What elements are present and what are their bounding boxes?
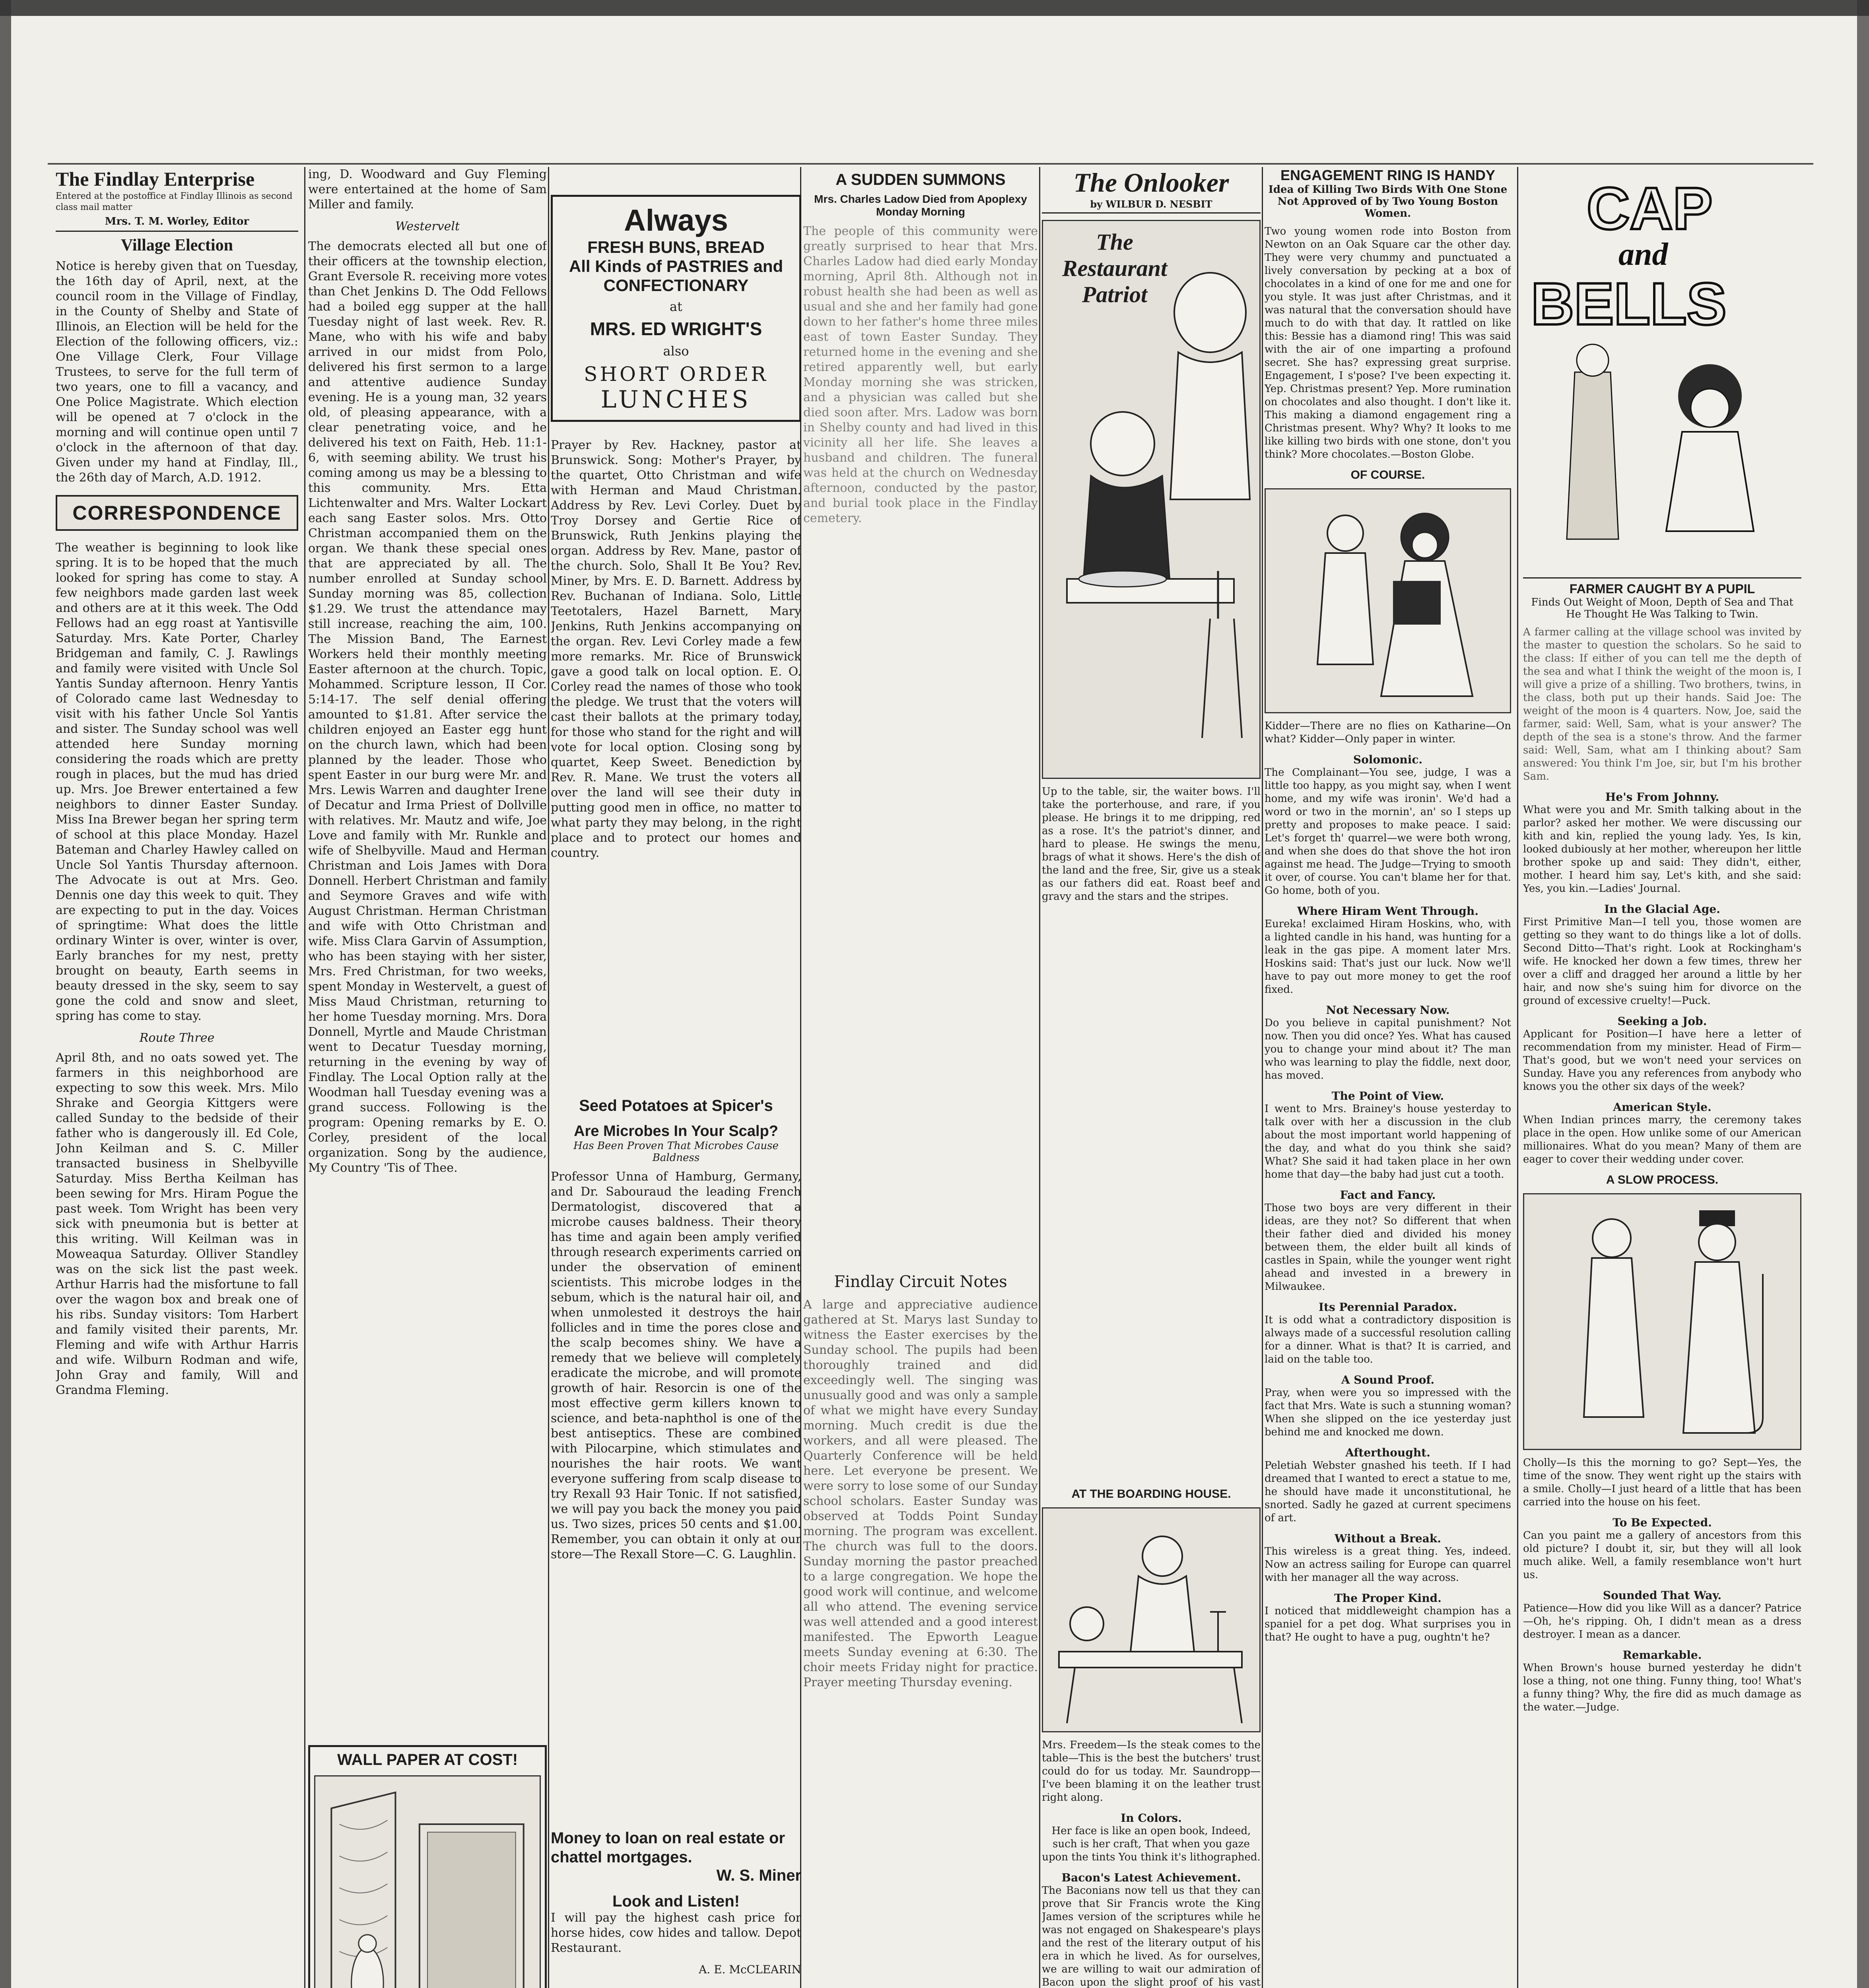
correspondence-heading: CORRESPONDENCE	[72, 502, 282, 524]
two-men-drawing	[1524, 1194, 1800, 1449]
village-election-body: Notice is hereby given that on Tuesday, the 16th day of April, next, at the council room in the Village of Findlay, in the County of Shelby and State of Illinois, an Election will be held for the Election of the following officers, viz.: One Village Clerk, Four Village Trustees, to serve for the full term of two years, one to fill a vacancy, and One Police Magistrate. Which election will be opened at 7 o'clock in the morning and will continue open until 7 o'clock in the afternoon of that day. Given under my hand at Findlay, Ill., the 26th day of March, A.D. 1912.	[56, 259, 298, 485]
sound-proof-body: Pray, when were you so impressed with the fact that Mrs. Wate is such a stunning woman? When she slipped on the ice yesterday just behind me and knocked me down.	[1265, 1387, 1511, 1438]
money-ad: Money to loan on real estate or chattel mortgages.	[551, 1829, 785, 1866]
right-edge-smudge	[1857, 0, 1869, 1988]
colors-body: Her face is like an open book, Indeed, such is her craft, That when you gaze upon the tints You think it's lithographed.	[1042, 1825, 1261, 1863]
slow-process-illustration	[1523, 1193, 1801, 1450]
masthead	[56, 167, 298, 232]
microbes-heading: Are Microbes In Your Scalp?	[574, 1123, 778, 1140]
bakery-always: Always	[624, 204, 728, 237]
not-necessary-body: Do you believe in capital punishment? Not now. Then you did once? Yes. What has caused you to change your mind about it? The man who was learning to play the fiddle, next door, has moved.	[1265, 1017, 1511, 1081]
column-7	[1523, 167, 1801, 1988]
column-rule	[548, 167, 549, 1988]
glacial-body: First Primitive Man—I tell you, those women are getting so they want to do things like a lot of dolls. Second Ditto—That's right. Look at Rockingham's wife. He knocked her down a few times, threw her over a cliff and dragged her around a little by her hair, and now she's suing him for divorce on the ground of excessive cruelty!—Puck.	[1523, 916, 1801, 1007]
svg-text:CAP: CAP	[1587, 175, 1713, 242]
paper-name: The Findlay Enterprise	[56, 168, 255, 190]
money-signature: W. S. Miner	[716, 1867, 801, 1884]
fact-fancy-body: Those two boys are very different in their ideas, are they not? So different that when their father died and divided his money between them, the elder built all kinds of castles in Spain, while the younger went right ahead and invested in a brewery in Milwaukee.	[1265, 1202, 1511, 1293]
bacon-body: The Baconians now tell us that they can prove that Sir Francis wrote the King James version of the scriptures while he was not engaged on Shakespeare's plays and the rest of the literary output of his era in which he lived. As for ourselves, we are willing to wait our admiration of Bacon upon the slight proof of his vast	[1042, 1885, 1261, 1988]
solomonic-heading: Solomonic.	[1353, 753, 1423, 766]
column-3	[551, 167, 801, 1988]
of-course-heading: OF COURSE.	[1350, 468, 1425, 481]
remarkable-heading: Remarkable.	[1622, 1648, 1702, 1662]
job-heading: Seeking a Job.	[1617, 1015, 1707, 1028]
jester-drawing	[1523, 173, 1801, 571]
afterthought-heading: Afterthought.	[1345, 1446, 1430, 1459]
sounded-heading: Sounded That Way.	[1603, 1589, 1722, 1602]
american-style-body: When Indian princes marry, the ceremony takes place in the open. How unlike some of our American millionaires. What do you mean? Many of them are eager to cover their wedding under cover.	[1523, 1114, 1801, 1165]
onlooker-title: The Onlooker	[1073, 167, 1229, 198]
correspondence-heading-box	[56, 495, 298, 531]
paradox-heading: Its Perennial Paradox.	[1318, 1301, 1457, 1314]
bakery-line2: All Kinds of PASTRIES and CONFECTIONARY	[569, 257, 783, 295]
restaurant-poem-continued	[1042, 1222, 1261, 1480]
glacial-heading: In the Glacial Age.	[1604, 903, 1720, 916]
bakery-at: at	[670, 299, 682, 314]
job-body: Applicant for Position—I have here a letter of recommendation from my minister. Head of Firm—That's good, but we won't need your services on Sunday. Have you any references from anybody who knows you the other six days of the week?	[1523, 1028, 1801, 1093]
column-2	[308, 167, 547, 1988]
left-edge-smudge	[0, 0, 11, 1988]
summons-heading: A SUDDEN SUMMONS	[835, 171, 1006, 188]
room-interior-illustration	[315, 1776, 540, 1988]
johnny-heading: He's From Johnny.	[1605, 790, 1719, 804]
onlooker-masthead	[1042, 167, 1261, 214]
restaurant-patriot-illustration	[1042, 220, 1261, 779]
wallpaper-headline: WALL PAPER AT COST!	[337, 1751, 518, 1769]
top-edge-smudge	[0, 0, 1869, 16]
route-three-heading: Route Three	[139, 1031, 215, 1045]
bakery-lunches: LUNCHES	[600, 386, 752, 414]
slow-process-caption: Cholly—Is this the morning to go? Sept—Yes, the time of the snow. They went right up the stairs with a smile. Cholly—I just heard of a little that has been carried into the house on his feet.	[1523, 1457, 1801, 1508]
westervelt-heading: Westervelt	[395, 219, 460, 233]
colors-heading: In Colors.	[1121, 1811, 1182, 1825]
of-course-caption: Kidder—There are no flies on Katharine—On what? Kidder—Only paper in winter.	[1265, 720, 1511, 745]
circuit-heading: Findlay Circuit Notes	[834, 1273, 1007, 1291]
column-1	[56, 167, 298, 1988]
wallpaper-illustration	[314, 1775, 541, 1988]
westervelt-body: The democrats elected all but one of their officers at the township election, Grant Eversole R. receiving more votes than Chet Jenkins D. The Odd Fellows had a boiled egg supper at the hall Tuesday night of last week. Rev. R. Mane, who with his wife and baby arrived in our midst from Polo, delivered his first sermon to a large and attentive audience Sunday evening. He is a young man, 32 years old, of pleasing appearance, with a clear penetrating voice, and he delivered his text on Faith, Heb. 11:1-6, with seeming ability. We trust his coming among us may be a blessing to this community. Mrs. Etta Lichtenwalter and Mrs. Walter Lockart each sang Easter solos. Mrs. Otto Christman accompanied them on the organ. We thank these special ones that are appreciated by all. The number enrolled at Sunday school Sunday morning was 85, collection $1.29. We trust the attendance may still increase, reaching the aim, 100. The Mission Band, The Earnest Workers held their monthly meeting Easter afternoon at the church. Topic, Mohammed. Scripture lesson, II Cor. 5:14-17. The self denial offering amounted to $1.81. After service the children enjoyed an Easter egg hunt on the church lawn, which had been planned by the leader. Those who spent Easter in our burg were Mr. and Mrs. Lewis Warren and daughter Irene of Decatur and Irma Priest of Dollville with relatives. Mr. Mautz and wife, Joe Love and family with Mr. Runkle and wife of Shelbyville. Maud and Herman Christman and Lois James with Dora Donnell. Herbert Christman and family and Seymore Graves and wife with August Christman. Herman Christman and wife with Otto Christman and wife. Miss Clara Garvin of Assumption, who has been staying with her sister, Mrs. Fred Christman, for two weeks, spent Monday in Westervelt, a guest of Miss Maud Christman, returning to her home Tuesday morning. Mrs. Dora Donnell, Myrtle and Maude Christman went to Decatur Tuesday morning, returning in the evening by way of Findlay. The Local Option rally at the Woodman hall Tuesday evening was a grand success. Following is the program: Opening remarks by E. O. Corley, president of the local organization. Song by the audience, My Country 'Tis of Thee.	[308, 239, 547, 1175]
remarkable-body: When Brown's house burned yesterday he didn't lose a thing, not one thing. Funny thing, too! What's a funny thing? Why, the fire did as much damage as the water.—Judge.	[1523, 1662, 1801, 1713]
column-5	[1042, 167, 1261, 1988]
column-6	[1265, 167, 1511, 1988]
bacon-heading: Bacon's Latest Achievement.	[1061, 1871, 1241, 1884]
sound-proof-heading: A Sound Proof.	[1341, 1373, 1435, 1386]
onlooker-byline: by WILBUR D. NESBIT	[1090, 198, 1212, 210]
editor-line: Mrs. T. M. Worley, Editor	[105, 215, 249, 227]
summons-body: The people of this community were greatly surprised to hear that Mrs. Charles Ladow had died early Monday morning, April 8th. Although not in robust health she had been as well as usual and she and her family had gone down to her father's home three miles east of town Easter Sunday. They returned home in the evening and she retired apparently well, but early Monday morning she was stricken, and a physician was called but she died soon after. Mrs. Ladow was born in Shelby county and had lived in this vicinity all her life. She leaves a husband and children. The funeral was held at the church on Wednesday afternoon, conducted by the pastor, and burial took place in the Findlay cemetery.	[803, 224, 1038, 525]
look-listen-heading: Look and Listen!	[612, 1893, 740, 1910]
ring-body: Two young women rode into Boston from Newton on an Oak Square car the other day. They were very chummy and punctuated a lively conversation by pecking at a box of chocolates in a kind of one for me and one for you style. It was just after Christmas, and it was natural that the conversation should have much to do with that day. It rattled on like this: Bessie has a diamond ring! This was said with the air of one imparting a profound secret. She has? expressing great surprise. Engagement, I s'pose? I've been expecting it. Yep. Christmas present? Yep. More rumination on chocolates and also thought. I don't like it. This making a diamond engagement ring a Christmas present. Why? Why? It looks to me like killing two birds with one stone, don't you think? More chocolates.—Boston Globe.	[1265, 225, 1511, 460]
dining-table-drawing	[1043, 1508, 1259, 1731]
of-course-illustration	[1265, 488, 1511, 713]
look-listen-body: I will pay the highest cash price for horse hides, cow hides and tallow. Depot Restaurant.	[551, 1911, 801, 1955]
point-of-view-body: I went to Mrs. Brainey's house yesterday to talk over with her a discussion in the club about the most important world happening of the day, and what do you think she said? What? She said it had taken place in her own home that day—the baby had just cut a tooth.	[1265, 1103, 1511, 1180]
restaurant-patriot-title: The Restaurant Patriot	[1062, 229, 1168, 307]
top-rule	[48, 163, 1813, 165]
wallpaper-ad	[308, 1745, 547, 1988]
boarding-house-heading: AT THE BOARDING HOUSE.	[1071, 1487, 1231, 1501]
route-three-body: April 8th, and no oats sowed yet. The farmers in this neighborhood are expecting to sow this week. Mrs. Milo Shrake and Georgia Kittgers were called Sunday to the bedside of their father who is dangerously ill. Ed Cole, John Keilman and S. C. Miller transacted business in Shelbyville Saturday. Miss Bertha Keilman has been sewing for Mrs. Hiram Pogue the past week. Tom Wright has been very sick with pneumonia but is better at this writing. Will Keilman was in Moweaqua Saturday. Olliver Standley was on the sick list the past week. Arthur Harris had the misfortune to fall over the wagon box and break one of his ribs. Sunday visitors: Tom Harbert and family visited their parents, Mr. Fleming and wife with Arthur Harris and wife. Wilburn Rodman and wife, John Gray and family, Will and Grandma Fleming.	[56, 1051, 298, 1397]
look-listen-signature: A. E. McCLEARIN	[699, 1963, 801, 1976]
column-rule	[1517, 167, 1518, 1988]
without-break-heading: Without a Break.	[1334, 1532, 1441, 1545]
fact-fancy-heading: Fact and Fancy.	[1340, 1188, 1436, 1202]
summons-subheading: Mrs. Charles Ladow Died from Apoplexy Monday Morning	[814, 193, 1027, 218]
point-of-view-heading: The Point of View.	[1331, 1089, 1444, 1103]
column-rule	[304, 167, 305, 1988]
farmer-subheading: Finds Out Weight of Moon, Depth of Sea and That He Thought He Was Talking to Twin.	[1531, 596, 1793, 620]
top-item-body: ing, D. Woodward and Guy Fleming were entertained at the home of Sam Miller and family.	[308, 167, 547, 212]
bakery-line1: FRESH BUNS, BREAD	[587, 238, 765, 256]
bakery-shop: MRS. ED WRIGHT'S	[590, 318, 762, 339]
correspondence-body: The weather is beginning to look like spring. It is to be hoped that the much looked for spring has come to stay. A few neighbors made garden last week and others are at it this week. The Odd Fellows had an egg roast at Yantisville Saturday. Mrs. Kate Porter, Charley Bridgeman and family, C. J. Rawlings and family were visited with Uncle Sol Yantis Sunday afternoon. Henry Yantis of Colorado came last Wednesday to visit with his father Uncle Sol Yantis and sister. The Sunday school was well attended here Sunday morning considering the roads which are pretty rough in places, but the mud has dried up. Mrs. Joe Brewer entertained a few neighbors to dinner Easter Sunday. Miss Ina Brewer began her spring term of school at this place Monday. Hazel Bateman and Charley Hawley called on Uncle Sol Yantis Thursday afternoon. The Advocate is out at Mrs. Geo. Dennis one day this week to quit. They are expecting to put in the day. Voices of springtime: What does the little ordinary Winter is over, winter is over, Early branches for my nest, pretty brought on beauty, Earth seems in beauty dressed in the sky, seem to say gone the cold and snow and sleet, spring has come to stay.	[56, 541, 298, 1023]
couple-drawing	[1266, 489, 1510, 712]
ring-heading: ENGAGEMENT RING IS HANDY	[1280, 167, 1496, 183]
american-style-heading: American Style.	[1613, 1101, 1712, 1114]
hiram-body: Eureka! exclaimed Hiram Hoskins, who, with a lighted candle in his hand, was hunting for a leak in the gas pipe. A moment later Mrs. Hoskins said: That's just our luck. Now we'll have to pay out more money to get the roof fixed.	[1265, 918, 1511, 996]
column-rule	[1039, 167, 1040, 1988]
potatoes-notice: Seed Potatoes at Spicer's	[579, 1097, 773, 1114]
afterthought-body: Peletiah Webster gnashed his teeth. If I had dreamed that I wanted to erect a statue to me, he should have made it unconstitutional, he snorted. Sadly he gazed at current specimens of art.	[1265, 1460, 1511, 1524]
boarding-house-illustration	[1042, 1507, 1261, 1732]
microbes-body: Professor Unna of Hamburg, Germany, and Dr. Sabouraud the leading French Dermatologist, discovered that a microbe causes baldness. Their theory has time and again been amply verified through research experiments carried on under the observation of eminent scientists. This microbe lodges in the sebum, which is the natural hair oil, and when unmolested it destroys the hair follicles and in time the pores close and the scalp becomes shiny. We have a remedy that we believe will completely eradicate the microbe, and will promote growth of hair. Resorcin is one of the most effective germ killers known to science, and beta-naphthol is one of the best antiseptics. These are combined with Pilocarpine, which stimulates and nourishes the hair roots. We want everyone suffering from scalp disease to try Rexall 93 Hair Tonic. If not satisfied, we will pay you back the money you paid us. Two sizes, prices 50 cents and $1.00. Remember, you can obtain it only at our store—The Rexall Store—C. G. Laughlin.	[551, 1170, 801, 1561]
sounded-body: Patience—How did you like Will as a dancer? Patrice—Oh, he's ripping. Oh, I didn't mean as a dress destroyer. I mean as a dancer.	[1523, 1602, 1801, 1640]
bakery-short-order: SHORT ORDER	[584, 363, 768, 386]
program-body: Prayer by Rev. Hackney, pastor at Brunswick. Song: Mother's Prayer, by the quartet, Otto Christman and wife with Herman and Maud Christman. Address by Rev. Levi Corley. Duet by Troy Dorsey and Gertie Rice of Brunswick, Ruth Jenkins playing the organ. Address by Rev. Mane, pastor of the church. Solo, Shall It Be You? Rev. Miner, by Mrs. E. D. Barnett. Address by Rev. Buchanan of Indiana. Solo, Little Teetotalers, Hazel Barnett, Mary Jenkins, Ruth Jenkins accompanying on the organ. Rev. Levi Corley made a few more remarks. Mr. Rice of Brunswick gave a good talk on local option. E. O. Corley read the names of those who took the pledge. We trust that the voters will cast their ballots at the primary today, for those who stand for the right and will vote for local option. Closing song by quartet, Keep Sweet. Benediction by Rev. R. Mane. We trust the voters all over the land will see their duty in putting good men in office, no matter to what party they may belong, in the right place and to protect our homes and country.	[551, 438, 801, 860]
without-break-body: This wireless is a great thing. Yes, indeed. Now an actress sailing for Europe can quarrel with her manager all the way across.	[1265, 1545, 1511, 1584]
expected-body: Can you paint me a gallery of ancestors from this old picture? I doubt it, sir, but they will all look much alike. Well, a family resemblance won't hurt us.	[1523, 1530, 1801, 1581]
expected-heading: To Be Expected.	[1613, 1516, 1712, 1529]
johnny-body: What were you and Mr. Smith talking about in the parlor? asked her mother. We were discussing our kith and kin, replied the young lady. Yes, Is kin, looked dubiously at her mother, whereupon her little brother spoke up and said: They didn't, either, mother. I heard him say, Let's kith, and she said: Yes, you kin.—Ladies' Journal.	[1523, 804, 1801, 895]
proper-kind-body: I noticed that middleweight champion has a spaniel for a pet dog. What surprises you in that? He ought to have a pug, oughtn't he?	[1265, 1605, 1511, 1643]
ring-subheading: Idea of Killing Two Birds With One Stone Not Approved of by Two Young Boston Women.	[1268, 184, 1508, 219]
farmer-body: A farmer calling at the village school was invited by the master to question the scholars. So he said to the class: If either of you can tell me the depth of the sea and what I think the weight of the moon is, I will give a prize of a shilling. Two brothers, twins, in the class, both put up their hands. Said Joe: The weight of the moon is 4 quarters. Now, Joe, said the farmer, said: Well, Sam, what is your answer? The depth of the sea is a stone's throw. And the farmer said: Well, Sam, what am I thinking about? Sam answered: You think I'm Joe, sir, but I'm his brother Sam.	[1523, 626, 1801, 782]
paradox-body: It is odd what a contradictory disposition is always made of a successful resolution calling for a dinner. What is that? It is carried, and laid on the table too.	[1265, 1314, 1511, 1365]
cap-and-bells-masthead	[1523, 173, 1801, 571]
bakery-ad	[551, 195, 801, 422]
restaurant-poem: Up to the table, sir, the waiter bows. I'll take the porterhouse, and rare, if you please. He brings it to me dripping, red as a rose. It's the patriot's dinner, and hard to please. He swings the menu, brags of what it shows. Here's the dish of the land and the free, Sir, give us a steak as our fathers did eat. Roast beef and gravy and the stars and the stripes.	[1042, 786, 1261, 903]
village-election-heading: Village Election	[121, 236, 233, 254]
farmer-heading: FARMER CAUGHT BY A PUPIL	[1523, 577, 1801, 596]
entered-notice: Entered at the postoffice at Findlay Illinois as second class mail matter	[56, 191, 293, 212]
not-necessary-heading: Not Necessary Now.	[1326, 1004, 1450, 1017]
circuit-body: A large and appreciative audience gathered at St. Marys last Sunday to witness the Easter exercises by the Sunday school. The pupils had been thoroughly trained and did exceedingly well. The singing was unusually good and was only a sample of what we might have every Sunday morning. Much credit is due the workers, and all were pleased. The Quarterly Conference will be held here. Let everyone be present. We were sorry to lose some of our Sunday school scholars. Easter Sunday was observed at Todds Point Sunday morning. The program was excellent. The church was full to the doors. Sunday morning the pastor preached to a large congregation. We hope the good work will continue, and welcome all who attend. The evening service was well attended and a good interest manifested. The Epworth League meets Sunday evening at 6:30. The choir meets Friday night for practice. Prayer meeting Thursday evening.	[803, 1298, 1038, 1689]
boarding-house-body: Mrs. Freedem—Is the steak comes to the table—This is the best the butchers' trust could do for us today. Mr. Saundropp—I've been blaming it on the leather trust right along.	[1042, 1739, 1261, 1804]
microbes-subheading: Has Been Proven That Microbes Cause Baldness	[573, 1140, 779, 1164]
slow-process-heading: A SLOW PROCESS.	[1606, 1173, 1719, 1186]
svg-text:and: and	[1618, 237, 1668, 272]
solomonic-body: The Complainant—You see, judge, I was a little too happy, as you might say, when I went home, and my wife was ironin'. We'd had a word or two in the mornin', an' so I steps up pretty and proposes to make peace. I said: Let's forget th' quarrel—we were both wrong, and when she does do that shove the hot iron against me head. The Judge—Trying to smooth it over, of course. You can't blame her for that. Go home, both of you.	[1265, 767, 1511, 897]
bakery-also: also	[663, 344, 689, 359]
hiram-heading: Where Hiram Went Through.	[1297, 905, 1478, 918]
column-4	[803, 167, 1038, 1988]
svg-text:BELLS: BELLS	[1531, 270, 1727, 337]
proper-kind-heading: The Proper Kind.	[1334, 1592, 1442, 1605]
column-rule	[1262, 167, 1263, 1988]
